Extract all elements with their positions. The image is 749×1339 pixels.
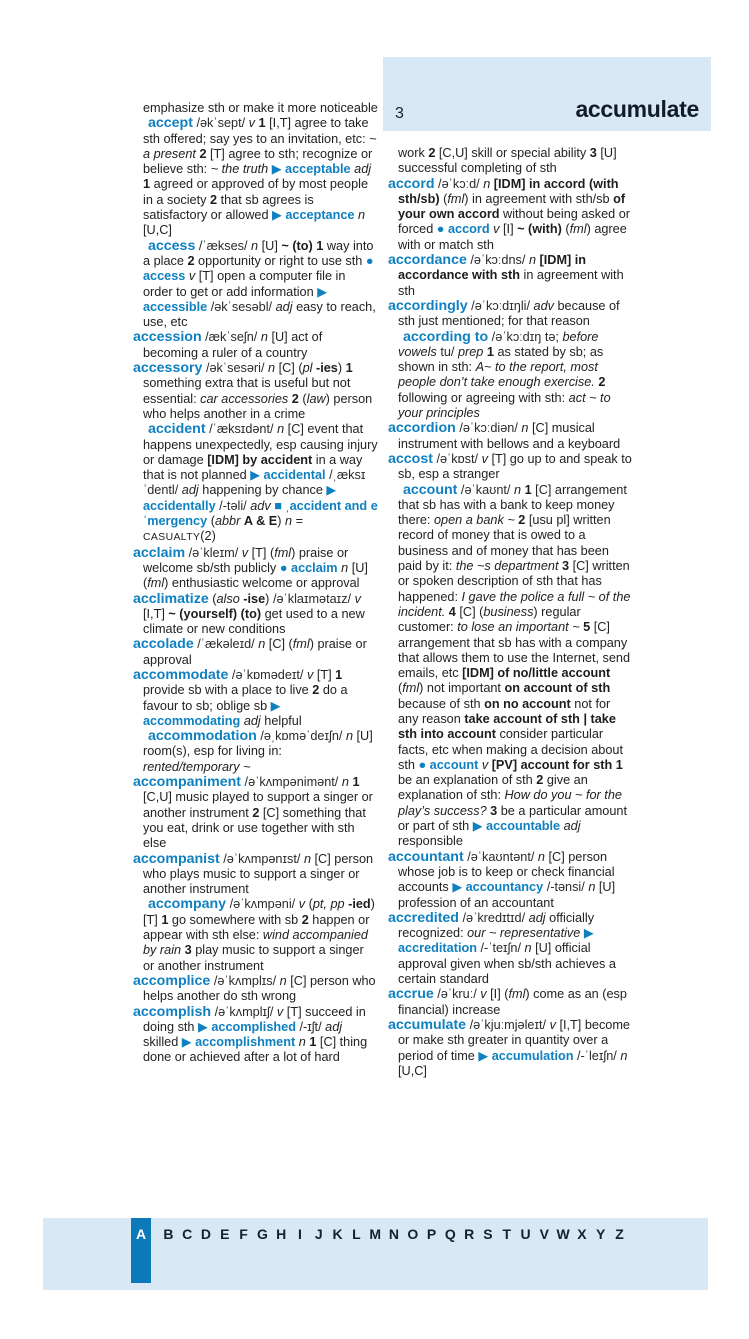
alphabet-letter-x[interactable]: X: [577, 1226, 587, 1242]
alphabet-letter-o[interactable]: O: [407, 1226, 419, 1242]
entry-accolade: accolade /ˈækəleɪd/ n [C] (fml) praise or approval: [133, 636, 367, 667]
key-icon: [133, 116, 144, 131]
entry-accept: accept /əkˈsept/ v 1 [I,T] agree to take sth offered; say yes to an invitation, etc: ~ a present 2 [T] agree to sth; recognize or believe sth: ~ the truth ▶ acceptable adj 1 agreed or approved of by most people in a society 2 that sb agrees is satisfactory or allowed ▶ acceptance n [U,C]: [133, 116, 378, 238]
alphabet-letter-m[interactable]: M: [369, 1226, 381, 1242]
entry-accordion: accordion /əˈkɔːdiən/ n [C] musical instrument with bellows and a keyboard: [388, 420, 621, 451]
left-column: [133, 101, 378, 1213]
alphabet-letter-j[interactable]: J: [314, 1226, 323, 1242]
page-number: 3: [395, 105, 404, 122]
key-icon: [388, 330, 399, 345]
alphabet-letter-n[interactable]: N: [388, 1226, 400, 1242]
alphabet-letter-s[interactable]: S: [483, 1226, 493, 1242]
alphabet-letter-u[interactable]: U: [520, 1226, 531, 1242]
entry-accessory: accessory /əkˈsesəri/ n [C] (pl -ies) 1 something extra that is useful but not essential: car accessories 2 (law) person who helps another in a crime: [133, 360, 373, 421]
alphabet-letter-a[interactable]: A: [131, 1218, 151, 1283]
alphabet-letter-y[interactable]: Y: [596, 1226, 606, 1242]
entry-access: access /ˈækses/ n [U] ~ (to) 1 way into a place 2 opportunity or right to use sth ● access v [T] open a computer file in order to get or add information ▶ accessible /əkˈsesəbl/ adj easy to reach, use, etc: [133, 239, 378, 331]
entry-account: account /əˈkaʊnt/ n 1 [C] arrangement that sb has with a bank to keep money there: open a bank ~ 2 [usu pl] written record of money that is owed to a business and of money that has been paid by it: the ~s department 3 [C] written or spoken description of sth that has happened: I gave the police a full ~ of the incident. 4 [C] (business) regular customer: to lose an important ~ 5 [C] arrangement that sb has with a company that allows them to use the Internet, send emails, etc [IDM] of no/little account (fml) not important on account of sth because of sth on no account not for any reason take account of sth | take sth into account consider particular facts, etc when making a decision about sth ● account v [PV] account for sth 1 be an explanation of sth 2 give an explanation of sth: How do you ~ for the play’s success? 3 be a particular amount or part of sth ▶ accountable adj responsible: [388, 483, 633, 850]
entry-accordingly: accordingly /əˈkɔːdɪŋli/ adv because of sth just mentioned; for that reason: [388, 297, 620, 329]
key-icon: [133, 897, 144, 912]
entry-accordance: accordance /əˈkɔːdns/ n [IDM] in accordance with sth in agreement with sth: [388, 252, 624, 298]
entry-accredited: accredited /əˈkredɪtɪd/ adj officially recognized: our ~ representative ▶ accreditation /-ˈteɪʃn/ n [U] official approval given when sb/sth achieves a certain standard: [388, 909, 616, 987]
entry-accompanist: accompanist /əˈkʌmpənɪst/ n [C] person who plays music to support a singer or another instrument: [133, 850, 374, 897]
entry-acclimatize: acclimatize (also -ise) /əˈklaɪmətaɪz/ v [I,T] ~ (yourself) (to) get used to a new climate or new conditions: [133, 590, 365, 637]
entry-accumulate: accumulate /əˈkjuːmjəleɪt/ v [I,T] become or make sth greater in quantity over a period of time ▶ accumulation /-ˈleɪʃn/ n [U,C]: [388, 1016, 630, 1078]
entry-accession: accession /ækˈseʃn/ n [U] act of becoming a ruler of a country: [133, 329, 323, 360]
entry-accost: accost /əˈkɒst/ v [T] go up to and speak to sb, esp a stranger: [388, 450, 632, 482]
alphabet-letter-g[interactable]: G: [256, 1226, 268, 1242]
key-icon: [388, 483, 399, 498]
alphabet-letter-w[interactable]: W: [556, 1226, 570, 1242]
alphabet-letter-z[interactable]: Z: [615, 1226, 624, 1242]
entry-accountant: accountant /əˈkaʊntənt/ n [C] person whose job is to keep or check financial accounts ▶ accountancy /-tənsi/ n [U] profession of an accountant: [388, 848, 616, 910]
entry-continuation-emphasize: emphasize sth or make it more noticeable: [143, 101, 378, 115]
alphabet-letter-p[interactable]: P: [426, 1226, 437, 1242]
alphabet-bar: [43, 1218, 708, 1290]
alphabet-letter-b[interactable]: B: [163, 1226, 174, 1242]
entry-accomplish: accomplish /əˈkʌmplɪʃ/ v [T] succeed in doing sth ▶ accomplished /-ɪʃt/ adj skilled ▶ accomplishment n 1 [C] thing done or achieved after a lot of hard: [133, 1003, 368, 1065]
alphabet-letter-h[interactable]: H: [276, 1226, 287, 1242]
entry-accommodate: accommodate /əˈkɒmədeɪt/ v [T] 1 provide sb with a place to live 2 do a favour to sb; oblige sb ▶ accommodating adj helpful: [133, 666, 348, 728]
entry-accommodation: accommodation /əˌkɒməˈdeɪʃn/ n [U] room(s), esp for living in: rented/temporary ~: [133, 729, 378, 775]
alphabet-letter-v[interactable]: V: [539, 1226, 549, 1242]
entry-accompaniment: accompaniment /əˈkʌmpənimənt/ n 1 [C,U] music played to support a singer or another instrument 2 [C] something that you eat, drink or use together with sth else: [133, 774, 373, 851]
alphabet-letter-k[interactable]: K: [332, 1226, 343, 1242]
key-icon: [133, 729, 144, 744]
entry-accrue: accrue /əˈkruː/ v [I] (fml) come as an (esp financial) increase: [388, 986, 627, 1017]
key-icon: [133, 239, 144, 254]
alphabet-letter-f[interactable]: F: [239, 1226, 248, 1242]
alphabet-letter-e[interactable]: E: [220, 1226, 230, 1242]
entry-continuation-work: work 2 [C,U] skill or special ability 3 [U] successful completing of sth: [398, 146, 617, 176]
alphabet-letter-d[interactable]: D: [200, 1226, 212, 1242]
page-header: [383, 57, 711, 131]
guide-word: accumulate: [575, 96, 699, 122]
entry-accomplice: accomplice /əˈkʌmplɪs/ n [C] person who helps another do sth wrong: [133, 972, 376, 1004]
entry-acclaim: acclaim /əˈkleɪm/ v [T] (fml) praise or welcome sb/sth publicly ● acclaim n [U] (fml) enthusiastic welcome or approval: [133, 544, 368, 591]
entry-according-to: according to /əˈkɔːdɪŋ tə; before vowels tu/ prep 1 as stated by sb; as shown in sth: A~ to the report, most people don’t take enough exercise. 2 following or agreeing with sth: act ~ to your principles: [388, 330, 633, 422]
alphabet-letter-c[interactable]: C: [182, 1226, 193, 1242]
alphabet-letter-r[interactable]: R: [464, 1226, 475, 1242]
entry-accompany: accompany /əˈkʌmpəni/ v (pt, pp -ied) [T] 1 go somewhere with sb 2 happen or appear with sth else: wind accompanied by rain 3 play music to support a singer or another instrument: [133, 897, 378, 973]
alphabet-letter-i[interactable]: I: [298, 1226, 302, 1242]
key-icon: [133, 422, 144, 437]
right-column: [388, 146, 633, 1213]
entry-accident: accident /ˈæksɪdənt/ n [C] event that happens unexpectedly, esp causing injury or damage [IDM] by accident in a way that is not planned ▶ accidental /ˌæksɪˈdentl/ adj happening by chance ▶ accidentally /-təli/ adv ■ ˌaccident and eˈmergency (abbr A & E) n = CASUALTY(2): [133, 422, 378, 545]
entry-accord: accord /əˈkɔːd/ n [IDM] in accord (with sth/sb) (fml) in agreement with sth/sb of your own accord without being asked or forced ● accord v [I] ~ (with) (fml) agree with or match sth: [388, 175, 631, 252]
alphabet-letter-l[interactable]: L: [352, 1226, 361, 1242]
alphabet-letter-q[interactable]: Q: [444, 1226, 456, 1242]
alphabet-letter-t[interactable]: T: [502, 1226, 512, 1242]
